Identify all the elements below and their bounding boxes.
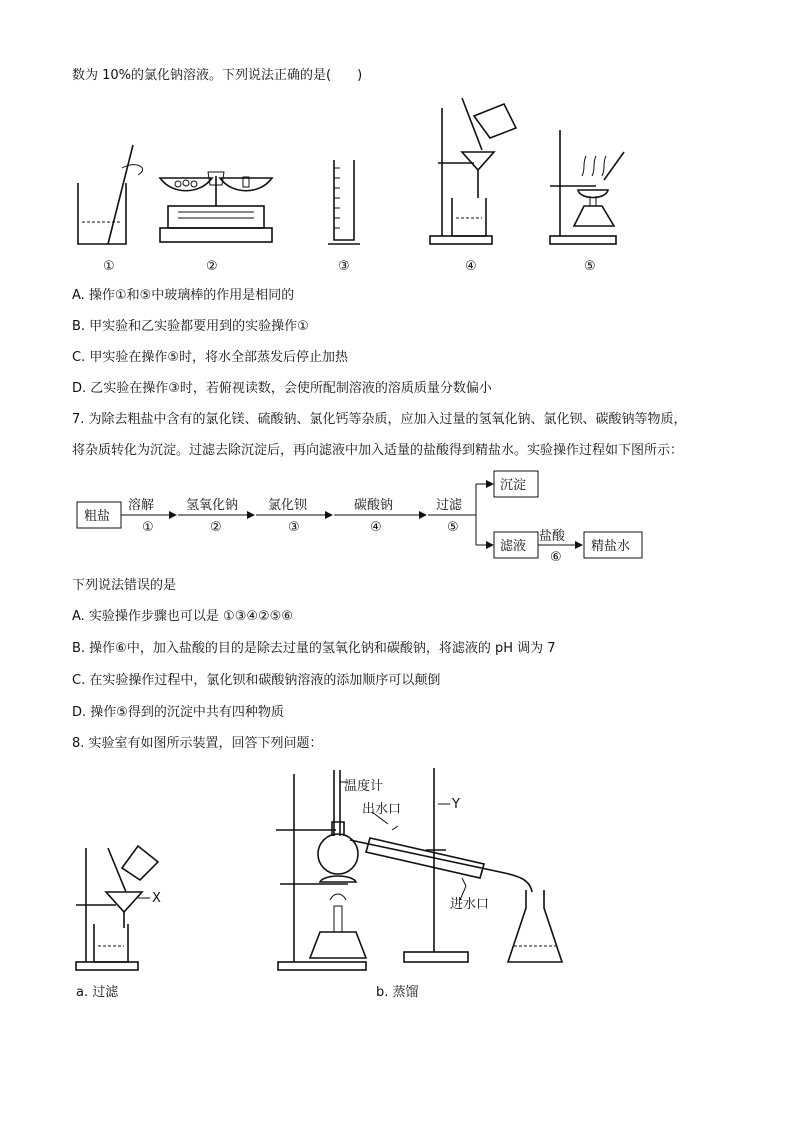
flow-step1-num: ① (142, 520, 154, 535)
q6-option-b: B. 甲实验和乙实验都要用到的实验操作① (72, 319, 309, 334)
flow-acid-num: ⑥ (550, 550, 562, 565)
filtration-apparatus-icon (76, 846, 158, 970)
thermometer-label: 温度计 (344, 779, 384, 794)
q6-option-a: A. 操作①和⑤中玻璃棒的作用是相同的 (72, 288, 295, 303)
water-in-label: 进水口 (450, 897, 490, 912)
q6-option-c: C. 甲实验在操作⑤时，将水全部蒸发后停止加热 (72, 350, 348, 365)
q7-option-a: A. 实验操作步骤也可以是 ①③④②⑤⑥ (72, 609, 293, 624)
figure-label-1: ① (103, 259, 115, 274)
q8-stem: 8. 实验室有如图所示装置，回答下列问题： (72, 736, 323, 751)
q6-option-d: D. 乙实验在操作③时，若俯视读数，会使所配制溶液的溶质质量分数偏小 (72, 381, 492, 396)
figure-label-4: ④ (465, 259, 477, 274)
flow-step4-reagent: 碳酸钠 (354, 498, 394, 513)
flow-step5-reagent: 过滤 (436, 498, 463, 513)
q7-option-b: B. 操作⑥中，加入盐酸的目的是除去过量的氢氧化钠和碳酸钠，将滤液的 pH 调为 7 (72, 641, 556, 656)
q7-stem-line1: 7. 为除去粗盐中含有的氯化镁、硫酸钠、氯化钙等杂质，应加入过量的氢氧化钠、氯化钡、碳酸钠等物质， (72, 412, 687, 427)
flow-step4-num: ④ (370, 520, 382, 535)
q6-stem: 数为 10%的氯化钠溶液。下列说法正确的是( ) (72, 68, 363, 83)
water-out-label: 出水口 (362, 802, 402, 817)
q7-option-d: D. 操作⑤得到的沉淀中共有四种物质 (72, 705, 284, 720)
caption-filtration: a. 过滤 (76, 985, 119, 1000)
q7-option-c: C. 在实验操作过程中，氯化钡和碳酸钠溶液的添加顺序可以颠倒 (72, 673, 441, 688)
distillation-apparatus-icon (276, 768, 562, 970)
flow-product-label: 精盐水 (591, 539, 631, 554)
flow-step3-reagent: 氯化钡 (268, 498, 308, 513)
figure-label-5: ⑤ (584, 259, 596, 274)
flow-start-label: 粗盐 (84, 509, 111, 524)
flow-step3-num: ③ (288, 520, 300, 535)
caption-distillation: b. 蒸馏 (376, 985, 419, 1000)
flow-filtrate-label: 滤液 (500, 539, 527, 554)
flow-step1-reagent: 溶解 (128, 498, 155, 513)
iron-stand-y-label: Y (452, 797, 460, 812)
q7-stem-line2: 将杂质转化为沉淀。过滤去除沉淀后，再向滤液中加入适量的盐酸得到精盐水。实验操作过程如下图所示： (72, 443, 684, 458)
figure-label-2: ② (206, 259, 218, 274)
q7-ask: 下列说法错误的是 (72, 578, 177, 593)
flow-step5-num: ⑤ (447, 520, 459, 535)
flow-precipitate-label: 沉淀 (500, 478, 527, 493)
flow-step2-reagent: 氢氧化钠 (186, 498, 239, 513)
figure-label-3: ③ (338, 259, 350, 274)
filter-paper-x-label: X (152, 891, 161, 906)
flow-step2-num: ② (210, 520, 222, 535)
flow-acid-label: 盐酸 (539, 529, 566, 544)
